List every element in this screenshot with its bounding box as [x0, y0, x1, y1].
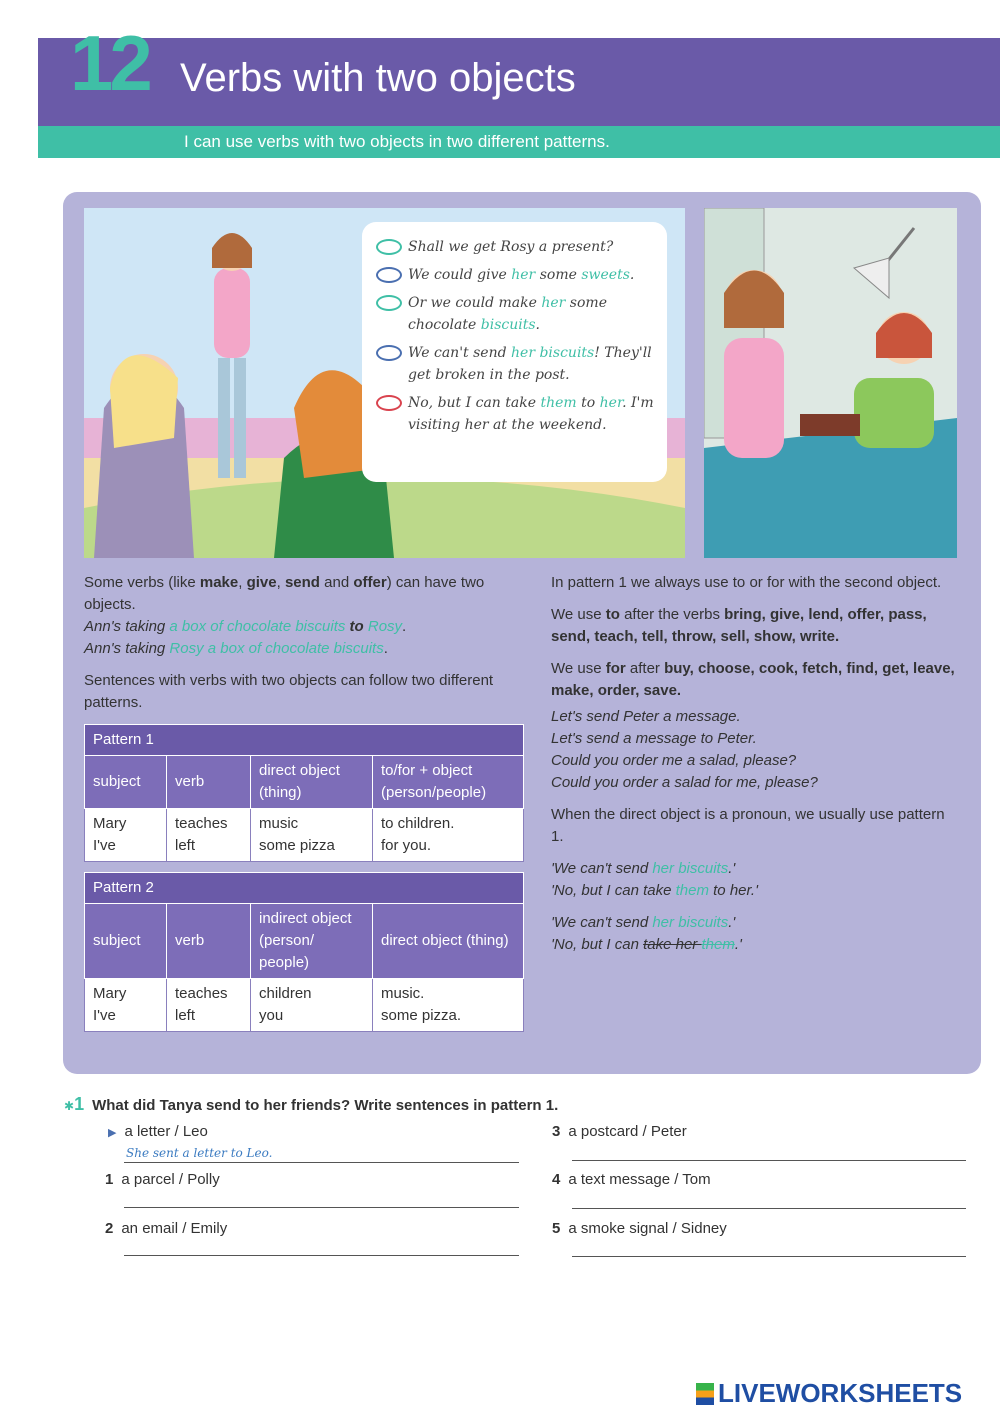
unit-header [38, 19, 1000, 126]
exercise-number: 1 [74, 1094, 85, 1114]
bubble-text: We could give [408, 267, 512, 283]
pattern-1-table [84, 724, 524, 862]
bubble-text: some [535, 267, 582, 283]
bubble-text: . [535, 317, 540, 333]
learning-objective: I can use verbs with two objects in two different patterns. [184, 132, 610, 151]
star-icon: ✱ [64, 1099, 75, 1113]
play-icon: ▶ [108, 1127, 117, 1139]
example-answer: She sent a letter to Leo. [126, 1146, 273, 1160]
example-sentence: Ann's taking [84, 640, 170, 657]
bubble-highlight: them [540, 395, 577, 411]
intro-paragraph: Some verbs (like make, give, send and offer) can have two objects. Ann's taking a box of chocolate biscuits to Rosy. Ann's taking Rosy a box of chocolate biscuits. [84, 574, 485, 657]
table-row [85, 809, 524, 862]
speech-bubble [362, 222, 667, 482]
table-cell: music some pizza [251, 809, 373, 862]
bubble-text: ! They'll get broken in the post. [408, 345, 652, 383]
pattern-note: In pattern 1 we always use to or for with the second object. [551, 574, 942, 591]
bubble-line-2 [374, 264, 657, 286]
learning-objective-bar [38, 126, 1000, 158]
example-sentence: Let's send Peter a message. [551, 708, 741, 725]
patterns-paragraph: Sentences with verbs with two objects can follow two different patterns. [84, 672, 494, 711]
pattern-title: Pattern 2 [85, 873, 524, 904]
pronoun-examples-2: 'We can't send her biscuits.' 'No, but I can take her them.' [551, 914, 742, 953]
bubble-line-1 [374, 236, 657, 258]
speech-icon [376, 345, 402, 361]
example-sentence: Could you order me a salad, please? [551, 752, 797, 769]
left-explanation [84, 572, 524, 724]
exercise-item-2: 2 an email / Emily [105, 1220, 228, 1237]
illustration-hospital [704, 208, 957, 558]
bubble-text: Shall we get Rosy a present? [408, 239, 614, 255]
speech-icon [376, 395, 402, 411]
exercise-item-5: 5 a smoke signal / Sidney [552, 1220, 727, 1237]
table-header: subject [85, 756, 167, 809]
table-header: indirect object (person/ people) [251, 904, 373, 979]
right-explanation [551, 572, 961, 966]
bubble-highlight: biscuits [480, 317, 536, 333]
pronoun-rule: When the direct object is a pronoun, we usually use pattern 1. [551, 806, 945, 845]
bubble-text: No, but I can take [408, 395, 541, 411]
pattern-title: Pattern 1 [85, 725, 524, 756]
table-header: direct object (thing) [373, 904, 524, 979]
speech-icon [376, 239, 402, 255]
table-row [85, 979, 524, 1032]
table-cell: teaches left [167, 979, 251, 1032]
table-cell: children you [251, 979, 373, 1032]
bubble-text: We can't send [408, 345, 512, 361]
bubble-text: some chocolate [408, 295, 607, 333]
pattern-2-table [84, 872, 524, 1032]
bubble-text: to [576, 395, 600, 411]
table-cell: Mary I've [85, 809, 167, 862]
answer-input-5[interactable] [572, 1256, 966, 1257]
brand-name: LIVEWORKSHEETS [718, 1378, 963, 1408]
pronoun-examples-1: 'We can't send her biscuits.' 'No, but I can take them to her.' [551, 860, 758, 899]
bubble-text: Or we could make [408, 295, 542, 311]
exercise-item-4: 4 a text message / Tom [552, 1171, 711, 1188]
table-cell: teaches left [167, 809, 251, 862]
page-title: Verbs with two objects [180, 56, 576, 100]
answer-input-1[interactable] [124, 1207, 519, 1208]
brand-logo [696, 1378, 962, 1409]
table-cell: Mary I've [85, 979, 167, 1032]
table-header: to/for + object (person/people) [373, 756, 524, 809]
to-verbs-paragraph: We use to after the verbs bring, give, lend, offer, pass, send, teach, tell, throw, sell, show, write. [551, 606, 927, 645]
exercise-question: ✱1 What did Tanya send to her friends? Write sentences in pattern 1. [64, 1094, 559, 1114]
table-header: verb [167, 904, 251, 979]
answer-input-3[interactable] [572, 1160, 966, 1161]
table-header: direct object (thing) [251, 756, 373, 809]
bubble-highlight: her [599, 395, 623, 411]
speech-icon [376, 267, 402, 283]
bubble-highlight: her [511, 267, 536, 283]
answer-line [124, 1162, 519, 1163]
bubble-highlight: sweets [581, 267, 630, 283]
example-sentence: Could you order a salad for me, please? [551, 774, 818, 791]
liveworksheets-icon [696, 1383, 714, 1405]
bubble-highlight: her [541, 295, 566, 311]
exercise-item-example: ▶ a letter / Leo [108, 1123, 208, 1140]
example-sentence: Ann's taking [84, 618, 170, 635]
answer-input-4[interactable] [572, 1208, 966, 1209]
bubble-text: . [629, 267, 635, 283]
exercise-item-1: 1 a parcel / Polly [105, 1171, 220, 1188]
example-sentence: Let's send a message to Peter. [551, 730, 757, 747]
speech-icon [376, 295, 402, 311]
bubble-text: . I'm visiting her at the weekend. [408, 395, 654, 433]
for-verbs-paragraph: We use for after buy, choose, cook, fetch, find, get, leave, make, order, save. [551, 660, 955, 699]
table-header: verb [167, 756, 251, 809]
bubble-line-3 [374, 292, 657, 336]
bedroom-scene-illustration [704, 208, 957, 558]
examples [551, 706, 961, 794]
exercise-item-3: 3 a postcard / Peter [552, 1123, 687, 1140]
bubble-line-5 [374, 392, 657, 436]
table-cell: to children. for you. [373, 809, 524, 862]
bubble-highlight: her biscuits [511, 345, 595, 361]
bubble-line-4 [374, 342, 657, 386]
answer-input-2[interactable] [124, 1255, 519, 1256]
unit-number: 12 [70, 19, 149, 107]
table-cell: music. some pizza. [373, 979, 524, 1032]
table-header: subject [85, 904, 167, 979]
